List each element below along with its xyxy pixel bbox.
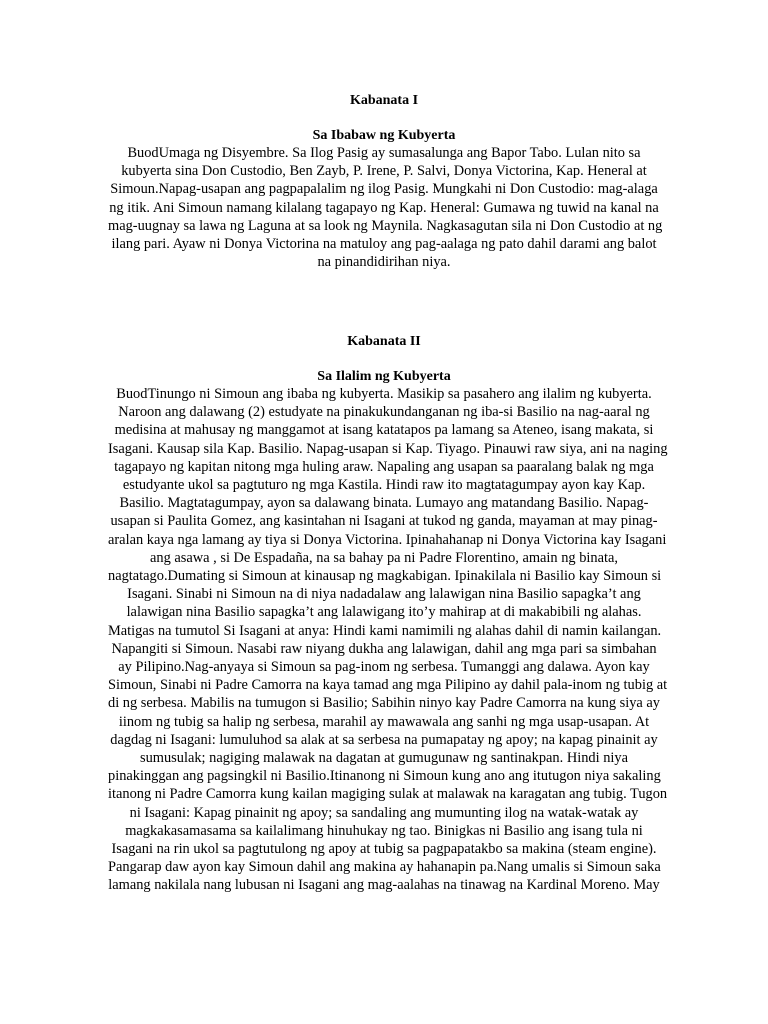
text-line: ang asawa , si De Espadaña, na sa bahay pa ni Padre Florentino, amain ng binata,: [150, 549, 618, 566]
text-line: Isagani na rin ukol sa pagtutulong ng apoy at tubig sa pagpapatakbo sa makina (steam engine).: [111, 841, 657, 858]
text-line: Basilio. Magtatagumpay, ayon sa dalawang binata. Lumayo ang matandang Basilio. Napag-: [119, 495, 649, 512]
text-line: pinakinggan ang pagsingkil ni Basilio.Itinanong ni Simoun kung ano ang itutugon niya sakaling: [108, 768, 661, 785]
text-line: sumusulak; nagiging malawak na dagatan at gumugunaw ng santinakpan. Hindi niya: [140, 750, 628, 767]
text-line: na pinandidirihan niya.: [317, 254, 451, 271]
chapter-2: [108, 333, 668, 895]
text-line: usapan si Paulita Gomez, ang kasintahan ni Isagani at tukod ng ganda, mayaman at may pinag-: [110, 513, 658, 530]
text-line: Isagani. Kausap sila Kap. Basilio. Napag-usapan si Kap. Tiyago. Pinauwi raw siya, ani na naging: [108, 440, 668, 457]
text-line: itanong ni Padre Camorra kung kailan magiging sulak at malawak na karagatan ang tubig. Tugon: [108, 786, 668, 803]
text-line: BuodUmaga ng Disyembre. Sa Ilog Pasig ay sumasalunga ang Bapor Tabo. Lulan nito sa: [127, 145, 641, 161]
chapter-1: [108, 92, 663, 271]
text-line: Simoun, Sinabi ni Padre Camorra na kaya tamad ang mga Pilipino ay dahil pala-inom ng tubig at: [108, 677, 668, 694]
text-line: di ng serbesa. Mabilis na tumugon si Basilio; Sabihin ninyo kay Padre Camorra na kung siya ay: [108, 695, 660, 712]
text-line: Simoun.Napag-usapan ang pagpapalalim ng ilog Pasig. Mungkahi ni Don Custodio: mag-alaga: [110, 181, 658, 198]
text-line: kubyerta sina Don Custodio, Ben Zayb, P. Irene, P. Salvi, Donya Victorina, Kap. Heneral at: [121, 163, 647, 180]
text-line: medisina at mahusay ng manggamot at isang katatapos pa lamang sa Ateneo, isang makata, si: [114, 422, 654, 439]
text-line: dagdag ni Isagani: lumuluhod sa alak at sa serbesa na pumapatay ng apoy; na kapag pinainit ay: [110, 731, 658, 748]
text-line: ng itik. Ani Simoun namang kilalang tagapayo ng Kap. Heneral: Gumawa ng tuwid na kanal na: [109, 199, 659, 216]
text-line: tagapayo ng kapitan nitong mga huling araw. Napaling ang usapan sa paaralang balak ng mga: [114, 458, 654, 475]
chapter-1-body: [108, 144, 663, 271]
chapter-2-body: [108, 385, 668, 895]
text-line: ni Isagani: Kapag pinainit ng apoy; sa sandaling ang mumunting ilog na watak-watak ay: [129, 804, 639, 821]
text-line: iinom ng tubig sa halip ng serbesa, marahil ay mawawala ang sanhi ng mga usap-usapan. At: [118, 713, 650, 730]
text-line: ay Pilipino.Nag-anyaya si Simoun sa pag-inom ng serbesa. Tumanggi ang dalawa. Ayon kay: [118, 659, 650, 676]
text-line: ilang pari. Ayaw ni Donya Victorina na matuloy ang pag-aalaga ng pato dahil darami ang balot: [111, 236, 657, 253]
text-line: Matigas na tumutol Si Isagani at anya: Hindi kami namimili ng alahas dahil di namin kailangan.: [108, 622, 662, 639]
text-line: nagtatago.Dumating si Simoun at kinausap ng magkabigan. Ipinakilala ni Basilio kay Simoun si: [108, 568, 662, 585]
text-line: mag-uugnay sa lawa ng Laguna at sa look ng Maynila. Nagkasagutan sila ni Don Custodio at ng: [108, 217, 663, 234]
text-line: Isagani. Sinabi ni Simoun na di niya nadadalaw ang lalawigan nina Basilio sapagka’t ang: [127, 586, 641, 603]
text-line: lamang nakilala nang lubusan ni Isagani ang mag-aalahas na tinawag na Kardinal Moreno. May: [108, 877, 660, 894]
chapter-2-number: Kabanata II: [347, 334, 421, 349]
text-line: Pangarap daw ayon kay Simoun dahil ang makina ay hahanapin pa.Nang umalis si Simoun saka: [108, 859, 661, 876]
text-line: magkakasamasama sa kailalimang hinuhukay ng tao. Binigkas ni Basilio ang isang tula ni: [125, 822, 643, 839]
text-line: estudyante ukol sa pagtuturo ng mga Kastila. Hindi raw ito magtatagumpay ayon kay Kap.: [122, 477, 646, 494]
text-line: aralan kaya nga lamang ay tiya si Donya Victorina. Ipinahahanap ni Donya Victorina kay Isagani: [108, 531, 667, 548]
text-line: Napangiti si Simoun. Nasabi raw niyang dukha ang lalawigan, dahil ang mga pari sa simbahan: [111, 640, 657, 657]
chapter-1-number: Kabanata I: [349, 93, 419, 108]
text-line: Naroon ang dalawang (2) estudyate na pinakukundanganan ng iba-si Basilio na nag-aaral ng: [118, 404, 650, 421]
chapter-1-title: Sa Ibabaw ng Kubyerta: [312, 128, 456, 143]
text-line: BuodTinungo ni Simoun ang ibaba ng kubyerta. Masikip sa pasahero ang ilalim ng kubyerta.: [116, 386, 652, 402]
chapter-2-title: Sa Ilalim ng Kubyerta: [317, 369, 451, 384]
text-line: lalawigan nina Basilio sapagka’t ang lalawigang ito’y mahirap at di makabibili ng alahas.: [126, 604, 642, 621]
